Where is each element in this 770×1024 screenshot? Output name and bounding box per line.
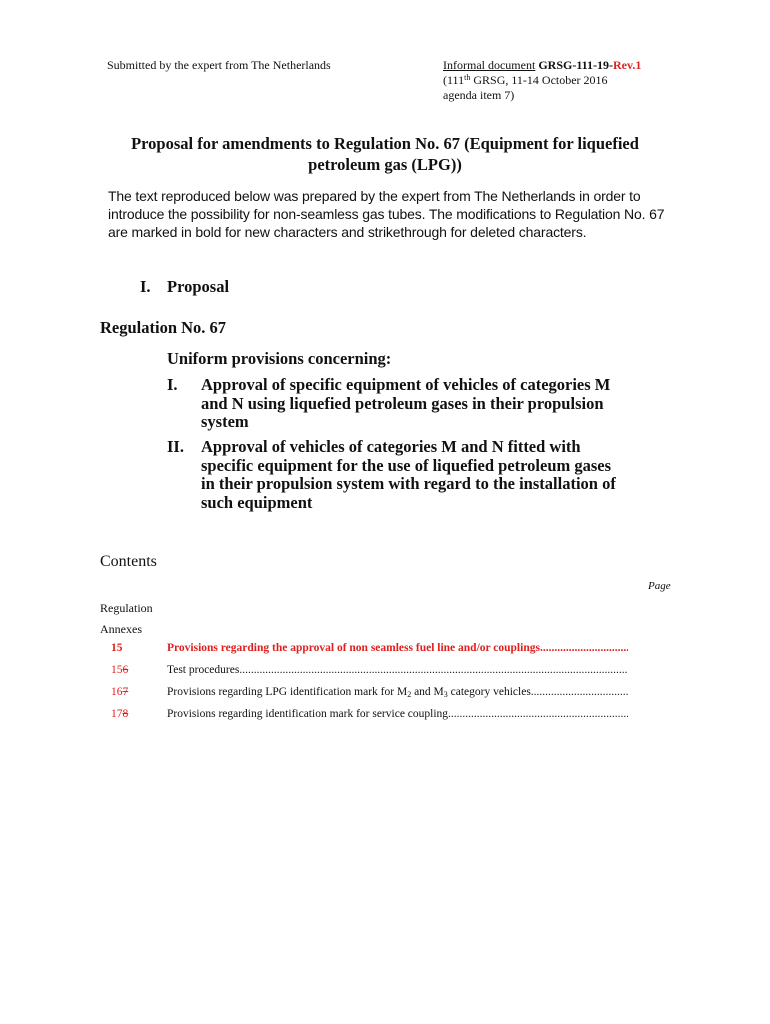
toc-annex-number [111,708,128,720]
toc-annex-number-deleted: 6 [122,664,129,676]
section-number: I. [140,277,151,296]
toc-annex-title: Provisions regarding the approval of non seamless fuel line and/or couplings [167,642,540,654]
toc-annex-number [111,686,128,698]
toc-annex-number-deleted: 7 [122,686,129,698]
toc-title-part: and M [411,686,444,698]
toc-annex-number-kept: 15 [111,664,123,676]
toc-annex-number-kept: 15 [111,642,123,654]
document-reference [443,58,641,103]
page-column-label: Page [648,580,671,592]
toc-leader-dots [239,664,628,676]
document-label: Informal document [443,58,536,72]
toc-annex-title-line [167,686,628,698]
uniform-provisions-heading: Uniform provisions concerning: [167,349,392,368]
toc-row-new-annex [100,642,628,658]
submitted-by: Submitted by the expert from The Netherlands [107,58,331,72]
document-code: GRSG-111-19- [538,58,613,72]
provision-number: II. [167,437,184,456]
toc-title-subscript: 3 [443,690,448,699]
toc-leader-dots [531,686,628,698]
toc-annex-title-line [167,664,628,676]
toc-row [100,664,628,680]
provision-number: I. [167,375,178,394]
toc-annex-number-deleted: 8 [122,708,129,720]
session-dates: GRSG, 11-14 October 2016 [470,73,608,87]
toc-annex-title: Provisions regarding identification mark for service coupling [167,708,449,720]
provision-text: Approval of specific equipment of vehicles of categories M and N using liquefied petroleum gases in their propulsion system [201,375,611,431]
session-number: (111 [443,73,465,87]
introduction-text: The text reproduced below was prepared by the expert from The Netherlands in order to introduce the possibility for non-seamless gas tubes. The modifications to Regulation No. 67 are marked in bold for new characters and strikethrough for deleted characters. [108,188,665,240]
toc-annex-number-kept: 17 [111,708,123,720]
session-ordinal: th [464,73,471,82]
regulation-heading: Regulation No. 67 [100,318,227,337]
contents-heading: Contents [100,553,157,570]
toc-annexes: Annexes [100,622,142,636]
toc-title-part: Provisions regarding LPG identification mark for M [167,686,408,698]
document-title: Proposal for amendments to Regulation No. 67 (Equipment for liquefied petroleum gas (LPG)) [131,134,639,174]
toc-annex-number [111,642,123,654]
section-heading [140,277,229,297]
toc-leader-dots [448,708,628,720]
toc-row [100,686,628,702]
toc-regulation: Regulation [100,601,153,615]
agenda-line: agenda item 7) [443,88,515,102]
toc-leader-dots [540,642,628,654]
document-id-line [443,58,641,73]
section-title: Proposal [167,277,230,296]
toc-annex-number [111,664,128,676]
document-revision: Rev.1 [612,58,642,72]
session-line [443,73,641,88]
introduction-paragraph [108,187,673,241]
toc-annex-title-line [167,708,628,720]
toc-title-part: category vehicles [447,686,531,698]
toc-annex-title [167,686,531,698]
toc-title-subscript: 2 [407,690,412,699]
toc-annex-title-line [167,642,628,654]
toc-annex-number-kept: 16 [111,686,123,698]
toc-annex-title: Test procedures [167,664,240,676]
provision-text: Approval of vehicles of categories M and N fitted with specific equipment for the use of liquefied petroleum gases in their propulsion system with regard to the installation of such equipment [201,437,616,512]
toc-row [100,708,628,724]
